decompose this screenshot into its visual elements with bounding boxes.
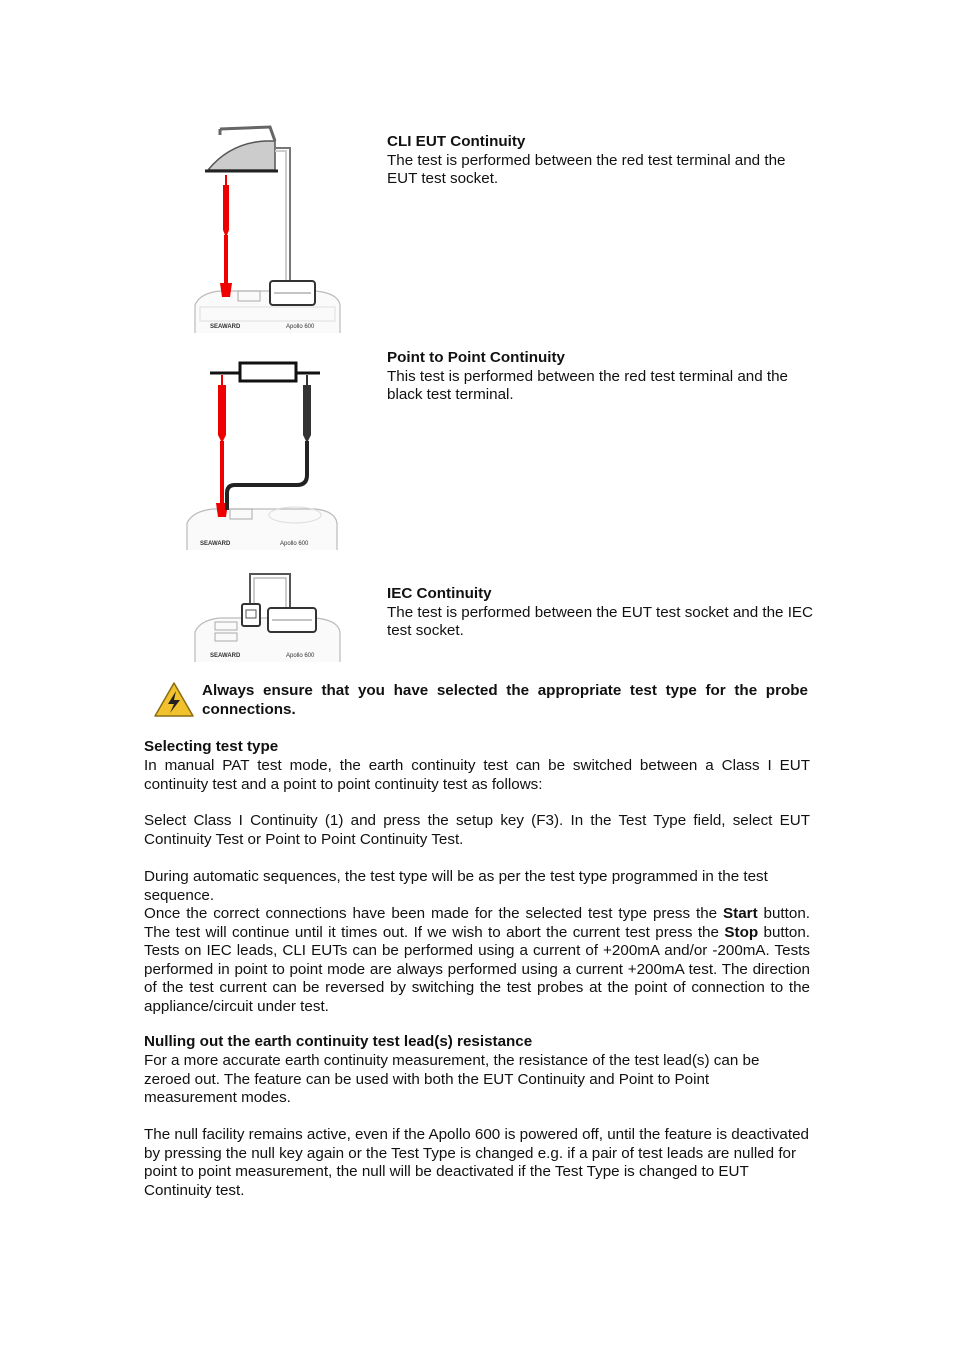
device-brand-label-3: SEAWARD bbox=[210, 653, 241, 659]
nulling-heading: Nulling out the earth continuity test lead(s) resistance bbox=[144, 1033, 533, 1050]
device-model-label-3: Apollo 600 bbox=[286, 653, 315, 659]
iec-continuity-illustration bbox=[190, 570, 345, 662]
selecting-paragraph-1: In manual PAT test mode, the earth continuity test can be switched between a Class I EUT continuity test and a point to point continuity test as follows: bbox=[144, 757, 810, 793]
cli-eut-description bbox=[387, 133, 817, 189]
iec-continuity-text: The test is performed between the EUT test socket and the IEC test socket. bbox=[387, 603, 814, 639]
stop-button-reference: Stop bbox=[724, 923, 759, 941]
iec-continuity-title: IEC Continuity bbox=[387, 585, 492, 602]
point-to-point-text: This test is performed between the red test terminal and the black test terminal. bbox=[387, 367, 788, 403]
selecting-paragraph-2: Select Class I Continuity (1) and press the setup key (F3). In the Test Type field, select EUT Continuity Test or Point to Point Continuity Test. bbox=[144, 812, 810, 848]
device-brand-label-2: SEAWARD bbox=[200, 541, 231, 547]
nulling-paragraph-1: For a more accurate earth continuity measurement, the resistance of the test lead(s) can be zeroed out. The feature can be used with both the EUT Continuity and Point to Point measurement modes. bbox=[144, 1052, 760, 1106]
point-to-point-illustration bbox=[145, 335, 385, 550]
selecting-paragraph-3: During automatic sequences, the test type will be as per the test type programmed in the test sequence. bbox=[144, 868, 768, 904]
selecting-p4-c: button. Tests on IEC leads, CLI EUTs can be performed using a current of +200mA and/or -200mA. Tests performed in point to point mode are always performed using a current +200mA test. The direction of the test current can be reversed by switching the test probes at the point of connection to the appliance/circuit under test. bbox=[144, 923, 810, 1015]
start-button-reference: Start bbox=[723, 905, 758, 922]
cli-eut-illustration bbox=[190, 115, 345, 333]
selecting-p4-b: button. The test will continue until it times out. If we wish to abort the current test press the bbox=[144, 905, 810, 941]
cli-eut-text: The test is performed between the red test terminal and the EUT test socket. bbox=[387, 151, 786, 187]
selecting-heading: Selecting test type bbox=[144, 738, 279, 755]
warning-text: Always ensure that you have selected the appropriate test type for the probe connections. bbox=[202, 682, 808, 718]
point-to-point-description bbox=[387, 349, 817, 405]
device-brand-label: SEAWARD bbox=[210, 324, 241, 330]
device-model-label: Apollo 600 bbox=[286, 324, 315, 330]
selecting-paragraph-4 bbox=[144, 905, 810, 1016]
point-to-point-title: Point to Point Continuity bbox=[387, 349, 565, 366]
iec-continuity-description bbox=[387, 585, 817, 641]
warning-icon bbox=[153, 681, 195, 719]
selecting-p4-a: Once the correct connections have been made for the selected test type press the bbox=[144, 905, 724, 922]
nulling-paragraph-2: The null facility remains active, even if the Apollo 600 is powered off, until the feature is deactivated by pressing the null key again or the Test Type is changed e.g. if a pair of test leads are nulled for point to point measurement, the null will be deactivated if the Test Type is changed to EUT Continuity test. bbox=[144, 1126, 809, 1199]
device-model-label-2: Apollo 600 bbox=[280, 541, 309, 547]
cli-eut-title: CLI EUT Continuity bbox=[387, 133, 526, 150]
